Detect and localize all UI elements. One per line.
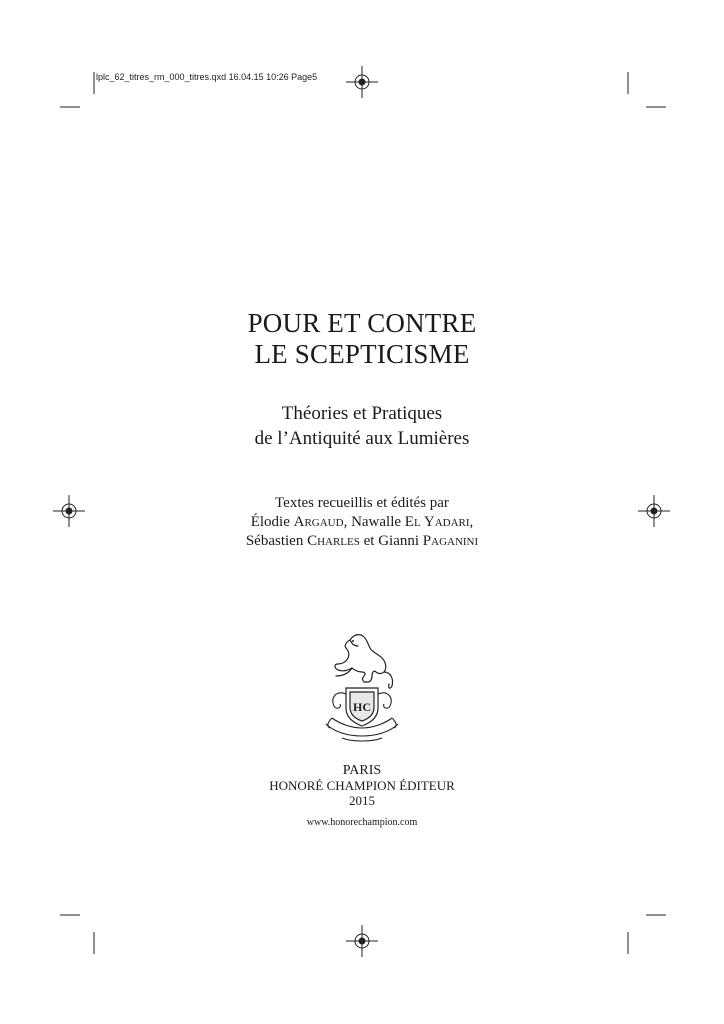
publisher-block <box>0 763 724 808</box>
editor-sep-1: , <box>343 514 348 530</box>
title-line-2: LE SCEPTICISME <box>254 339 470 369</box>
publisher-name: HONORÉ CHAMPION ÉDITEUR <box>269 778 455 793</box>
registration-mark-top <box>346 66 378 98</box>
editors-block <box>0 494 724 551</box>
editor-2-last: El Yadari <box>404 514 470 530</box>
publisher-city: PARIS <box>342 763 382 778</box>
editors-intro: Textes recueillis et édités par <box>275 495 449 511</box>
editor-4-first: Gianni <box>378 533 420 549</box>
editors-line-3 <box>0 532 724 551</box>
registration-mark-bottom <box>346 925 378 957</box>
title-line-1: POUR ET CONTRE <box>247 308 477 338</box>
horse-crest-logo <box>312 628 412 748</box>
book-title <box>0 308 724 370</box>
editor-2-first: Nawalle <box>351 514 402 530</box>
publication-year: 2015 <box>349 793 375 808</box>
editor-conjunction: et <box>363 533 375 549</box>
editor-4-last: Paganini <box>422 533 479 549</box>
editor-3-last: Charles <box>307 533 360 549</box>
book-subtitle <box>0 401 724 451</box>
editor-sep-2: , <box>469 514 474 530</box>
editor-3-first: Sébastien <box>245 533 304 549</box>
editor-1-first: Élodie <box>250 514 290 530</box>
logo-monogram: HC <box>353 700 371 714</box>
publisher-website: www.honorechampion.com <box>306 817 418 828</box>
subtitle-line-1: Théories et Pratiques <box>281 403 443 424</box>
slug-line: lplc_62_titres_rm_000_titres.qxd 16.04.15 10:26 Page5 <box>96 72 318 82</box>
editor-1-last: Argaud <box>293 514 344 530</box>
editors-line-2 <box>0 513 724 532</box>
subtitle-line-2: de l’Antiquité aux Lumières <box>254 428 470 449</box>
